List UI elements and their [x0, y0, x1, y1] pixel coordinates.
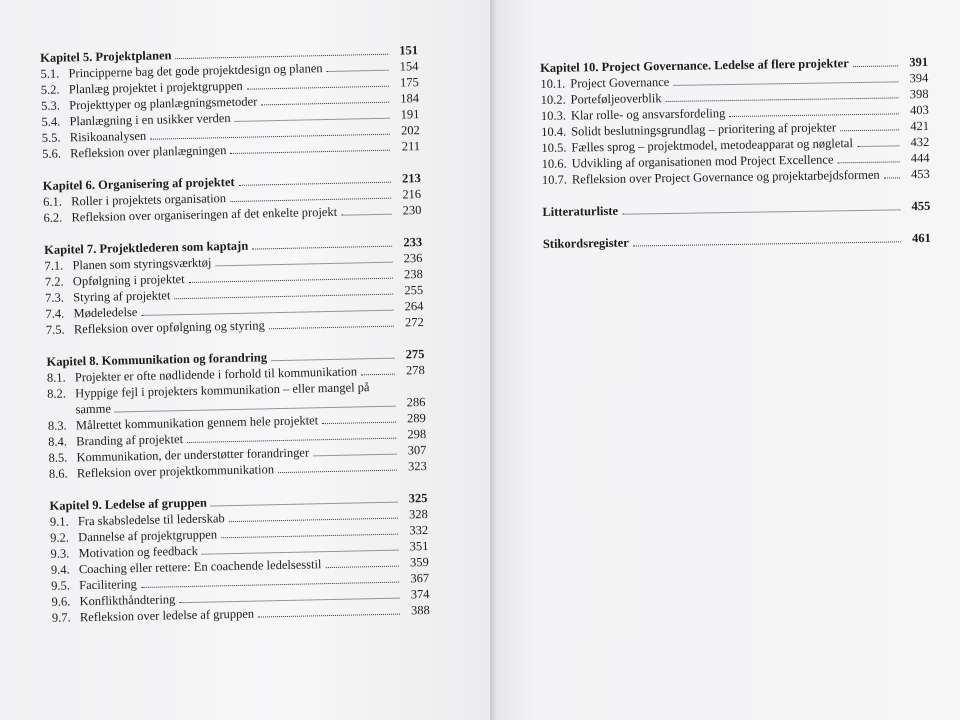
section-number: 5.1. — [40, 66, 60, 81]
chapter-8 — [46, 346, 427, 482]
section-title: Motivation og feedback — [78, 543, 199, 561]
section-number: 9.4. — [50, 562, 70, 577]
leader-dots — [884, 177, 900, 178]
section-title: Planlægning i en usikker verden — [69, 111, 231, 129]
section-number: 10.5. — [541, 140, 567, 155]
chapter-title: Kapitel 7. Projektlederen som kaptajn — [44, 238, 249, 257]
page-number: 298 — [407, 426, 427, 442]
toc-right — [540, 54, 931, 268]
section-title: Projekter er ofte nødlidende i forhold til kommunikation — [74, 364, 358, 385]
section-number: 8.6. — [48, 466, 68, 481]
page-number: 444 — [910, 150, 930, 166]
page-number: 278 — [405, 363, 425, 378]
section-title: Planlæg projektet i projektgruppen — [68, 78, 243, 97]
chapter-6 — [43, 170, 422, 226]
page-number: 230 — [402, 203, 422, 218]
section-number: 10.4. — [541, 124, 567, 139]
page-number: 367 — [410, 570, 430, 586]
section-number: 9.1. — [49, 514, 69, 529]
page-number: 461 — [911, 230, 931, 246]
section-title: Refleksion over organiseringen af det enkelte projekt — [71, 204, 338, 225]
chapter-title: Kapitel 10. Project Governance. Ledelse af flere projekter — [540, 56, 849, 75]
page-number: 255 — [404, 283, 424, 298]
chapter-9 — [49, 490, 430, 626]
page-number: 275 — [405, 347, 425, 362]
leader-dots — [235, 118, 390, 122]
leader-dots — [840, 129, 899, 131]
section-number: 9.3. — [50, 546, 70, 561]
section-title-continued: samme — [75, 401, 112, 417]
section-title: Risikoanalysen — [69, 128, 147, 145]
page-number: 264 — [404, 299, 424, 314]
section-number: 8.5. — [48, 450, 68, 465]
section-title: Project Governance — [570, 74, 670, 91]
page-number: 233 — [403, 235, 423, 250]
index-register — [543, 230, 931, 252]
leader-dots — [729, 113, 899, 117]
section-title: Mødeledelse — [73, 305, 138, 321]
section-title: Branding af projektet — [76, 432, 184, 449]
section-title: Roller i projektets organisation — [71, 191, 227, 209]
section-title: Refleksion over Project Governance og projektarbejdsformen — [571, 167, 880, 187]
leader-dots — [211, 502, 398, 507]
page-number: 388 — [410, 602, 430, 618]
literature-heading[interactable] — [542, 198, 930, 220]
page-number: 236 — [403, 251, 423, 266]
page-number: 325 — [408, 490, 428, 506]
leader-dots — [215, 262, 392, 267]
section-title: Facilitering — [79, 577, 137, 593]
section-number: 7.5. — [45, 322, 65, 337]
page-number: 351 — [409, 538, 429, 554]
page-number: 323 — [407, 458, 427, 474]
section-title: Opfølgning i projektet — [72, 272, 185, 289]
section-title: Fælles sprog – projektmodel, metodeapparat og nøgletal — [571, 136, 854, 155]
section-number: 7.3. — [45, 290, 65, 305]
section-title: Klar rolle- og ansvarsfordeling — [570, 106, 726, 123]
section-number: 7.4. — [45, 306, 65, 321]
section-title: Refleksion over opfølgning og styring — [73, 318, 265, 337]
literature-title: Litteraturliste — [542, 203, 619, 219]
page-number: 191 — [400, 107, 420, 122]
section-title: Coaching eller rettere: En coachende ledelsesstil — [78, 557, 322, 577]
section-number: 9.7. — [51, 610, 71, 625]
leader-dots — [838, 161, 900, 163]
section-number: 10.7. — [541, 172, 567, 187]
section-number: 8.4. — [48, 434, 68, 449]
leader-dots — [341, 214, 391, 216]
leader-dots — [187, 438, 396, 443]
section-title: Fra skabsledelse til lederskab — [77, 511, 225, 529]
page-number: 398 — [909, 86, 929, 102]
chapter-title: Kapitel 9. Ledelse af gruppen — [49, 495, 207, 513]
section-title: Planen som styringsværktøj — [72, 255, 212, 273]
section-number: 10.3. — [540, 108, 566, 123]
leader-dots — [252, 246, 392, 250]
leader-dots — [361, 374, 395, 376]
index-title: Stikordsregister — [542, 235, 629, 251]
leader-dots — [230, 150, 390, 154]
page-number: 391 — [909, 54, 929, 70]
section-title: Kommunikation, der understøtter forandringer — [76, 445, 310, 465]
page-number: 175 — [399, 75, 419, 90]
page-number: 154 — [399, 59, 419, 74]
page-number: 374 — [410, 586, 430, 602]
section-number: 7.2. — [44, 274, 64, 289]
leader-dots — [258, 614, 400, 618]
section-number: 10.6. — [541, 156, 567, 171]
section-title: Målrettet kommunikation gennem hele projektet — [75, 413, 319, 433]
leader-dots — [313, 454, 396, 457]
leader-dots — [666, 97, 899, 102]
section-number: 9.5. — [51, 578, 71, 593]
section-number: 5.4. — [41, 114, 61, 129]
leader-dots — [857, 145, 899, 147]
section-title: Solidt beslutningsgrundlag – prioritering af projekter — [571, 120, 837, 139]
section-title: Udvikling af organisationen mod Project Excellence — [571, 152, 834, 171]
page-number: 151 — [399, 43, 419, 58]
leader-dots — [189, 278, 393, 283]
section-title: Refleksion over ledelse af gruppen — [79, 606, 255, 625]
page-number: 286 — [406, 395, 426, 410]
leader-dots — [261, 102, 389, 106]
section-number: 10.2. — [540, 92, 566, 107]
section-number: 5.5. — [41, 130, 61, 145]
page-number: 432 — [910, 134, 930, 150]
section-title: Projekttyper og planlægningsmetoder — [69, 94, 258, 113]
section-number: 8.3. — [47, 418, 67, 433]
section-number: 6.1. — [43, 194, 63, 209]
leader-dots — [202, 550, 399, 555]
chapter-title: Kapitel 5. Projektplanen — [40, 48, 172, 65]
section-number: 5.3. — [41, 98, 61, 113]
leader-dots — [269, 326, 394, 330]
section-number: 7.1. — [44, 258, 64, 273]
section-number: 6.2. — [43, 210, 63, 225]
page-number: 272 — [404, 315, 424, 330]
section-title: Porteføljeoverblik — [570, 91, 662, 107]
literature-list — [542, 198, 930, 220]
section-title: Styring af projektet — [73, 288, 171, 305]
leader-dots — [229, 518, 398, 523]
leader-dots — [322, 422, 396, 425]
page-number: 213 — [401, 171, 421, 186]
leader-dots — [327, 70, 389, 72]
page-number: 421 — [910, 118, 930, 134]
page-number: 359 — [409, 554, 429, 570]
leader-dots — [326, 566, 399, 569]
toc-left — [40, 42, 430, 642]
section-title: Refleksion over projektkommunikation — [76, 462, 275, 481]
section-number: 10.1. — [540, 76, 566, 91]
leader-dots — [239, 182, 391, 186]
section-number: 5.2. — [40, 82, 60, 97]
section-number: 8.2. — [47, 386, 67, 401]
page-number: 394 — [909, 70, 929, 86]
chapter-5 — [40, 42, 420, 162]
leader-dots — [853, 65, 898, 67]
leader-dots — [230, 198, 391, 202]
leader-dots — [673, 81, 898, 86]
leader-dots — [278, 470, 397, 473]
page-number: 328 — [408, 506, 428, 522]
section-number: 5.6. — [42, 146, 62, 161]
page-number: 307 — [407, 442, 427, 458]
leader-dots — [176, 54, 389, 59]
section-title: Dannelse af projektgruppen — [78, 527, 218, 545]
page-number: 455 — [911, 198, 931, 214]
page-number: 332 — [409, 522, 429, 538]
page-number: 289 — [406, 411, 426, 426]
leader-dots — [622, 209, 900, 214]
leader-dots — [633, 241, 901, 246]
chapter-title: Kapitel 6. Organisering af projektet — [42, 174, 235, 193]
right-page — [496, 0, 960, 720]
section-title: Refleksion over planlægningen — [70, 143, 227, 161]
chapter-title: Kapitel 8. Kommunikation og forandring — [46, 350, 268, 369]
section-title: Konflikthåndtering — [79, 592, 176, 609]
section-title: Principperne bag det gode projektdesign og planen — [68, 61, 323, 81]
index-heading[interactable] — [543, 230, 931, 252]
chapter-10 — [540, 54, 930, 188]
leader-dots — [221, 534, 398, 539]
section-number: 9.2. — [50, 530, 70, 545]
page-number: 403 — [909, 102, 929, 118]
chapter-7 — [44, 234, 424, 338]
leader-dots — [271, 358, 394, 362]
section-number: 9.6. — [51, 594, 71, 609]
page-number: 238 — [403, 267, 423, 282]
page-number: 211 — [401, 139, 421, 154]
section-title: Hyppige fejl i projekters kommunikation – eller mangel på — [75, 380, 370, 401]
leader-dots — [247, 86, 389, 90]
page-number: 216 — [402, 187, 422, 202]
page-number: 453 — [910, 166, 930, 182]
section-number: 8.1. — [46, 370, 66, 385]
page-number: 184 — [400, 91, 420, 106]
page-number: 202 — [400, 123, 420, 138]
